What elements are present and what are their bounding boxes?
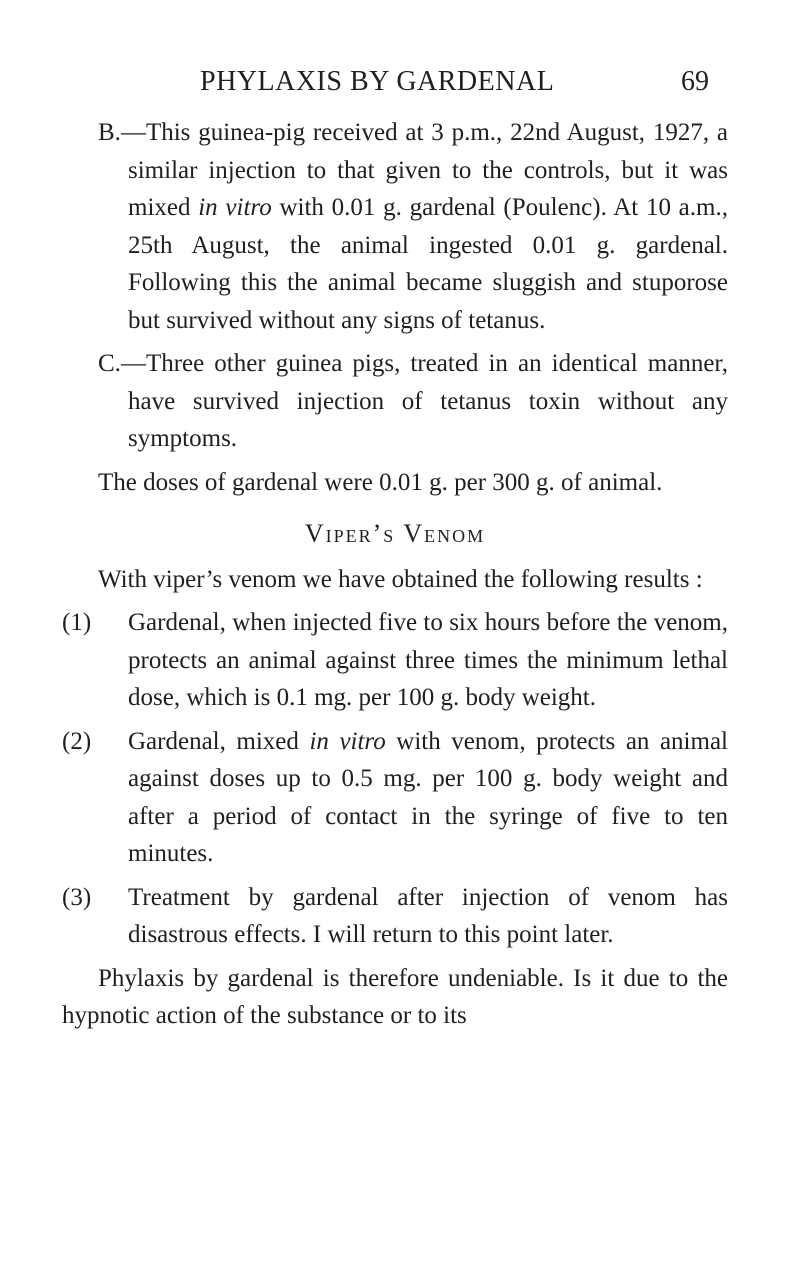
page-number: 69 — [681, 66, 709, 97]
result-text: Treatment by gardenal after injection of venom has disastrous effects. I will return to this point later. — [128, 883, 728, 948]
result-number: (1) — [62, 609, 92, 636]
doses-paragraph: The doses of gardenal were 0.01 g. per 300 g. of animal. — [98, 468, 663, 496]
closing-paragraph: Phylaxis by gardenal is therefore undeniable. Is it due to the hypnotic action of the substance or to its — [62, 964, 728, 1029]
result-text: Gardenal, when injected five to six hours before the venom, protects an animal against three times the minimum lethal dose, which is 0.1 mg. per 100 g. body weight. — [128, 609, 728, 711]
running-title: PHYLAXIS BY GARDENAL — [200, 66, 555, 97]
entry-c — [62, 345, 728, 458]
result-text-2: with venom, protects an animal against doses up to 0.5 mg. per 100 g. body weight and after a period of contact in the syringe of five to ten minutes. — [128, 727, 728, 867]
entry-b-text-1: —This guinea-pig received at 3 p.m., 22nd August, 1927, a similar injection to that given to the controls, but it was mixed — [120, 119, 728, 221]
intro-paragraph: With viper’s venom we have obtained the following results : — [98, 565, 703, 593]
page-body — [62, 114, 728, 1035]
entry-b-label: B. — [98, 119, 121, 146]
page-header — [0, 62, 800, 106]
result-number: (3) — [62, 883, 92, 911]
section-heading: Viper’s Venom — [304, 519, 486, 548]
entry-c-label: C. — [98, 350, 121, 377]
result-italic: in vitro — [309, 727, 386, 755]
entry-b — [62, 114, 728, 339]
result-text-1: Gardenal, mixed — [128, 727, 310, 755]
result-item-2 — [62, 723, 728, 873]
entry-b-text-2: with 0.01 g. gardenal (Poulenc). At 10 a.m., 25th August, the animal ingested 0.01 g. gardenal. Following this the animal became sluggish and stuporose but survived without any signs of tetanus. — [128, 194, 728, 334]
entry-c-text: —Three other guinea pigs, treated in an identical manner, have survived injection of tetanus toxin without any symptoms. — [120, 350, 728, 452]
result-item-3 — [62, 879, 728, 954]
entry-b-italic: in vitro — [198, 194, 272, 221]
result-number: (2) — [62, 727, 92, 755]
result-item-1 — [62, 604, 728, 717]
